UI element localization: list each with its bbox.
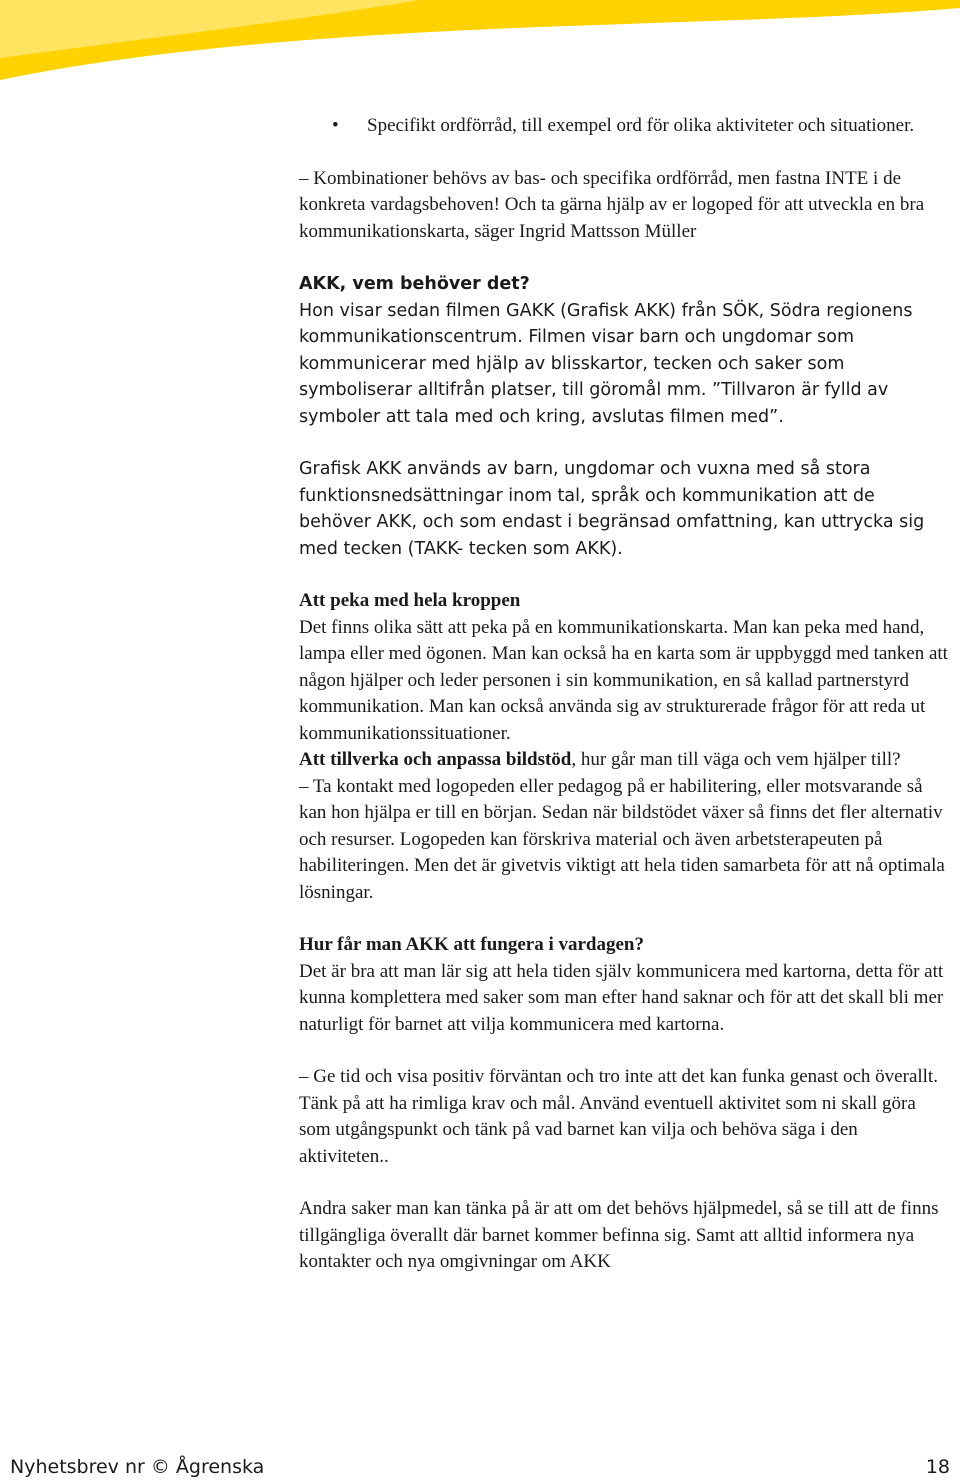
- heading-vardagen: Hur får man AKK att fungera i vardagen?: [299, 934, 644, 955]
- article-body: [299, 113, 949, 1276]
- film-intro: Hon visar sedan filmen GAKK (Grafisk AKK) från SÖK, Södra regionens kommunikationscentrum: [299, 300, 913, 347]
- list-item-text: Specifikt ordförråd, till exempel ord för olika aktiviteter och situationer.: [367, 115, 915, 136]
- paragraph-grafisk: Grafisk AKK används av barn, ungdomar och vuxna med så stora funktionsnedsättningar inom tal, språk och kommunikation att de behöver AKK, och som endast i begränsad omfattning, kan uttrycka sig med tecken (TAKK- tecken som AKK).: [299, 459, 925, 559]
- heading-line-tillverka: [299, 747, 949, 774]
- heading-akk: AKK, vem behöver det?: [299, 274, 530, 294]
- paragraph-tillverka: – Ta kontakt med logopeden eller pedagog på er habilitering, eller motsvarande så kan hon hjälpa er till en början. Sedan när bildstödet växer så finns det fler alternativ och resurser. Logopeden kan förskriva material och även arbetsterapeuten på habiliteringen. Men det är givetvis viktigt att hela tiden samarbeta för att nå optimala lösningar.: [299, 775, 945, 903]
- page-number: 18: [925, 1456, 950, 1478]
- heading-tillverka-rest: , hur går man till väga och vem hjälper till?: [571, 749, 901, 770]
- bullet-icon: •: [332, 115, 339, 136]
- paragraph-film: [299, 298, 949, 431]
- heading-peka: Att peka med hela kroppen: [299, 590, 521, 611]
- header-banner: [0, 0, 960, 90]
- paragraph-vardagen: Det är bra att man lär sig att hela tiden själv kommunicera med kartorna, detta för att kunna komplettera med saker som man efter hand saknar och för att det skall bli mer naturligt för barnet att vilja kommunicera med kartorna.: [299, 960, 944, 1035]
- footer-publication: Nyhetsbrev nr © Ågrenska: [10, 1456, 265, 1478]
- paragraph-kombinationer: – Kombinationer behövs av bas- och specifika ordförråd, men fastna INTE i de konkreta vardagsbehoven! Och ta gärna hjälp av er logoped för att utveckla en bra kommunikationskarta, säger Ingrid Mattsson Müller: [299, 167, 925, 242]
- paragraph-tid: – Ge tid och visa positiv förväntan och tro inte att det kan funka genast och överallt. Tänk på att ha rimliga krav och mål. Använd eventuell aktivitet som ni skall göra som utgångspunkt och tänk på vad barnet kan vilja och behöva säga i den aktiviteten..: [299, 1066, 938, 1167]
- film-rest: . Filmen visar barn och ungdomar som kommunicerar med hjälp av blisskartor, tecken och saker som symboliserar alltifrån platser, till göromål mm. ”Tillvaron är fylld av symboler att tala med och kring, avslutas filmen med”.: [299, 327, 889, 427]
- heading-tillverka: Att tillverka och anpassa bildstöd: [299, 749, 572, 770]
- paragraph-andra: Andra saker man kan tänka på är att om det behövs hjälpmedel, så se till att de finns tillgängliga överallt där barnet kommer befinna sig. Samt att alltid informera nya kontakter och nya omgivningar om AKK: [299, 1198, 939, 1272]
- paragraph-peka: Det finns olika sätt att peka på en kommunikationskarta. Man kan peka med hand, lampa eller med ögonen. Man kan också ha en karta som är uppbyggd med tanken att någon hjälper och leder personen i sin kommunikation, en så kallad partnerstyrd kommunikation. Man kan också använda sig av strukturerade frågor för att reda ut kommunikationssituationer.: [299, 616, 948, 744]
- list-item: [298, 113, 949, 140]
